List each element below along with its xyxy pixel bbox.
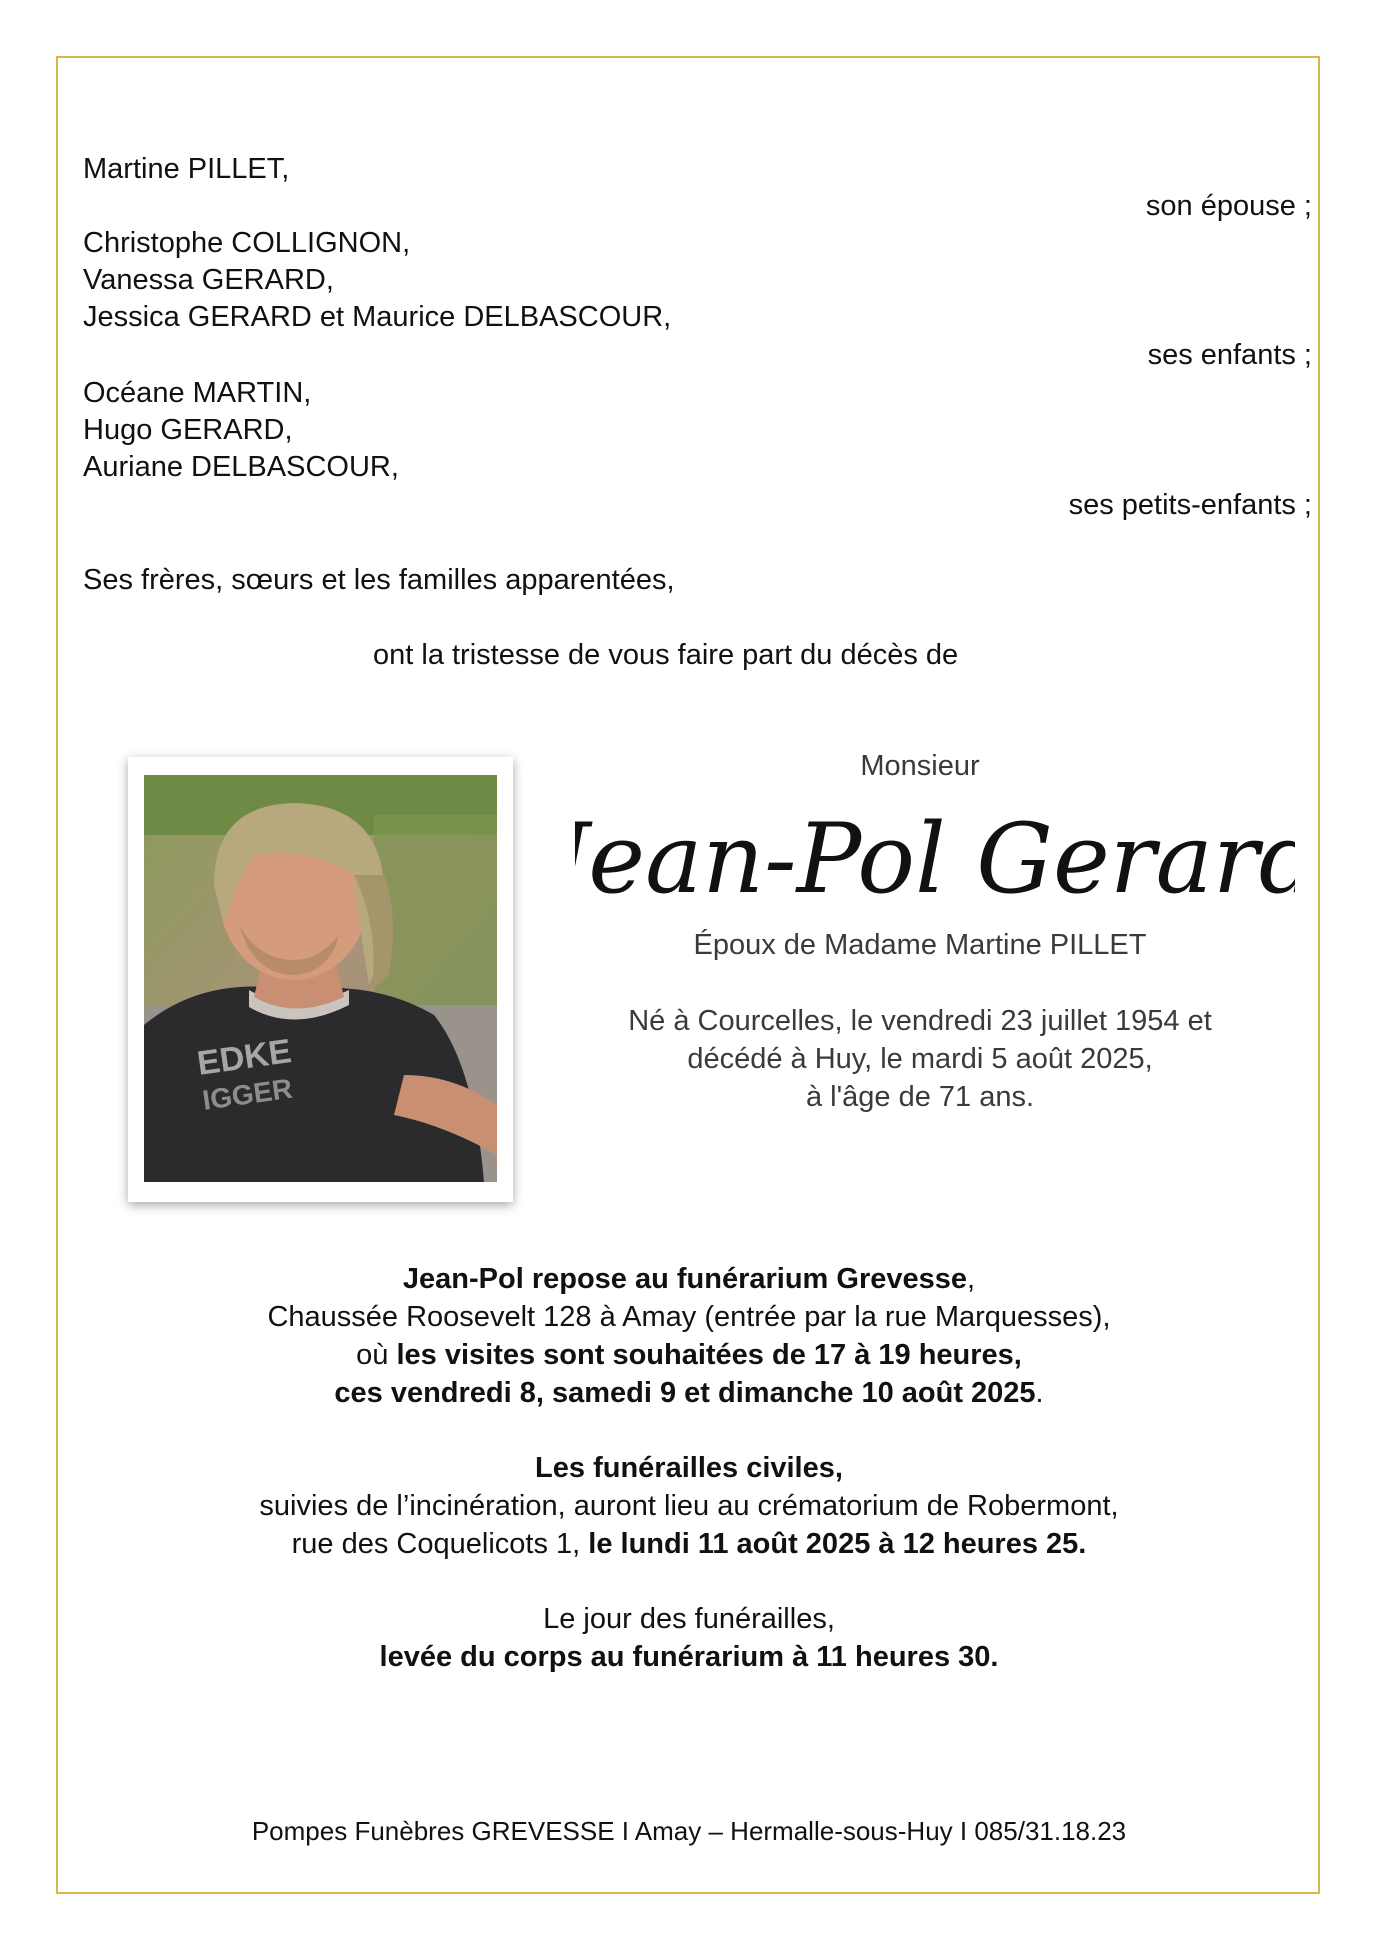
deceased-name-signature [575,800,1295,930]
siblings-line: Ses frères, sœurs et les familles apparentées, [83,564,675,596]
death-line: décédé à Huy, le mardi 5 août 2025, [687,1043,1153,1075]
procession-line-1: Le jour des funérailles, [543,1603,835,1635]
svg-text:IGGER: IGGER [200,1072,295,1116]
svg-text:EDKE: EDKE [194,1032,294,1083]
child-name: Vanessa GERARD, [83,264,334,296]
age-line: à l'âge de 71 ans. [805,1081,1035,1113]
spouse-relation: Époux de Madame Martine PILLET [693,929,1147,961]
funeral-line-2: suivies de l’incinération, auront lieu au crématorium de Robermont, [259,1490,1119,1522]
birth-line: Né à Courcelles, le vendredi 23 juillet 1954 et [628,1005,1212,1037]
spouse-name: Martine PILLET, [83,153,290,185]
grandchild-name: Hugo GERARD, [83,414,293,446]
visitation-line-4: ces vendredi 8, samedi 9 et dimanche 10 août 2025. [334,1377,1044,1409]
announcement-line: ont la tristesse de vous faire part du décès de [373,639,959,671]
child-name: Christophe COLLIGNON, [83,227,411,259]
visitation-line-2: Chaussée Roosevelt 128 à Amay (entrée par la rue Marquesses), [267,1301,1111,1333]
deceased-name: Jean-Pol Gerard [575,803,1295,915]
portrait-frame [128,757,513,1202]
honorific: Monsieur [860,750,980,782]
funeral-heading: Les funérailles civiles, [535,1452,843,1484]
visitation-line-1: Jean-Pol repose au funérarium Grevesse, [402,1263,976,1295]
procession-line-2: levée du corps au funérarium à 11 heures 30. [379,1641,999,1673]
grandchild-name: Auriane DELBASCOUR, [83,451,399,483]
children-role: ses enfants ; [1147,339,1312,371]
child-name: Jessica GERARD et Maurice DELBASCOUR, [83,301,672,333]
grandchildren-role: ses petits-enfants ; [1068,489,1312,521]
grandchild-name: Océane MARTIN, [83,377,312,409]
spouse-role: son épouse ; [1145,190,1312,222]
portrait-photo [144,775,497,1182]
funeral-home-footer: Pompes Funèbres GREVESSE I Amay – Hermalle-sous-Huy I 085/31.18.23 [251,1816,1127,1846]
funeral-line-3: rue des Coquelicots 1, le lundi 11 août 2025 à 12 heures 25. [291,1528,1087,1560]
visitation-line-3: où les visites sont souhaitées de 17 à 19 heures, [356,1339,1022,1371]
